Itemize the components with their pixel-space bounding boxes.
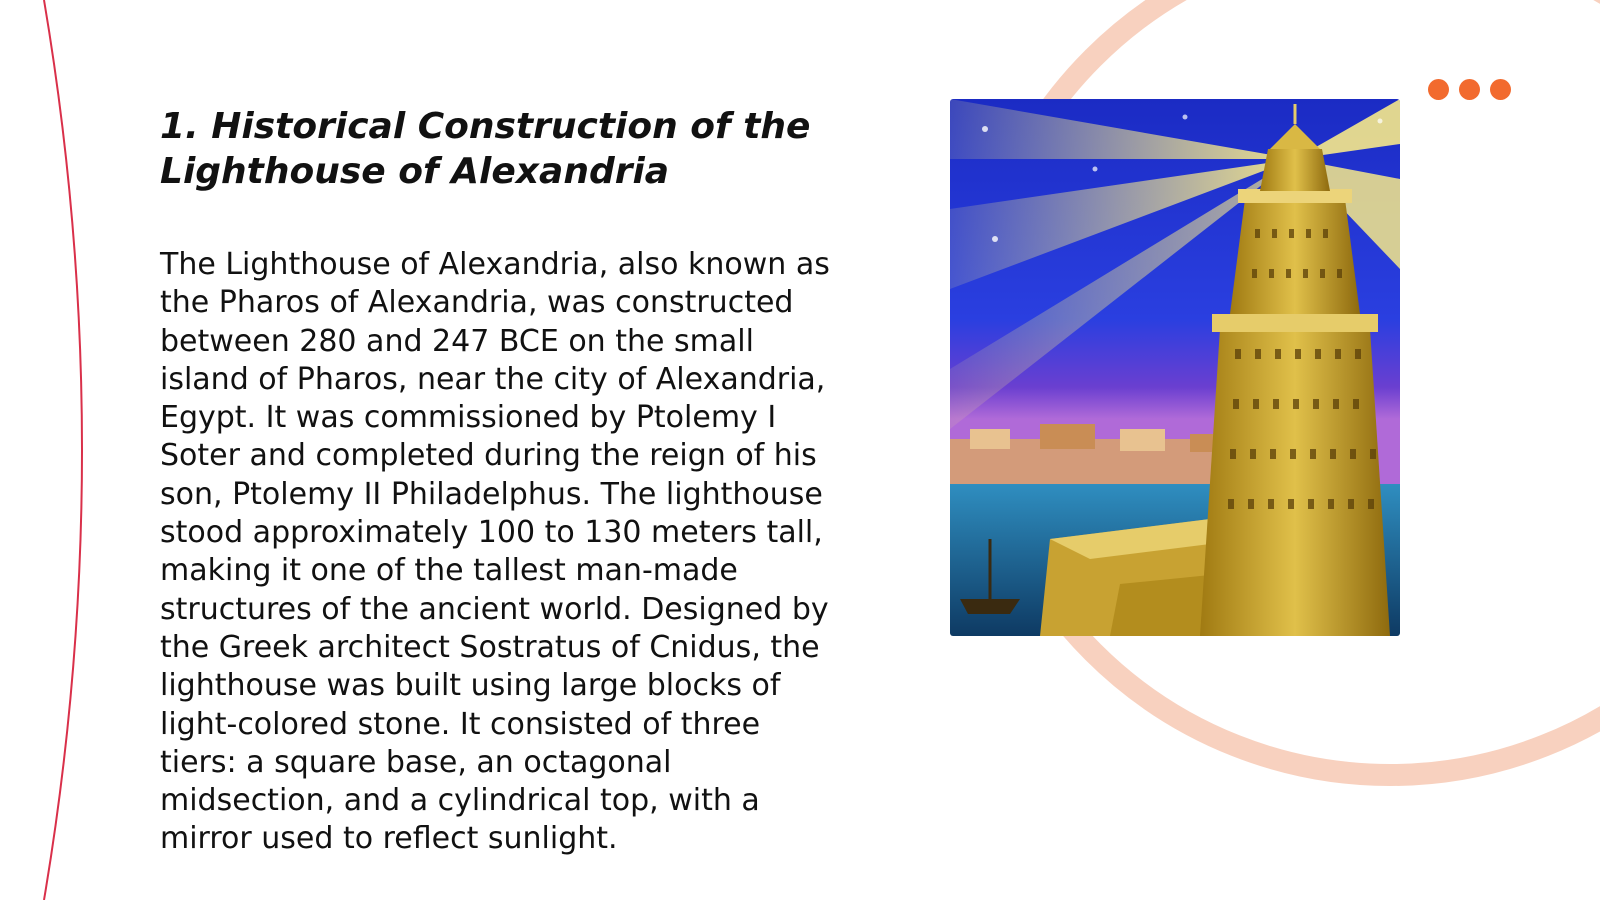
menu-dots	[1428, 79, 1511, 100]
lighthouse-top-tier	[1260, 149, 1330, 191]
body-paragraph	[160, 246, 840, 859]
body-line: stood approximately 100 to 130 meters tall,	[160, 515, 823, 551]
lighthouse-lower-tier	[1200, 329, 1390, 636]
lighthouse-illustration	[950, 99, 1400, 636]
body-line: light-colored stone. It consisted of three	[160, 706, 761, 742]
body-line: Egypt. It was commissioned by Ptolemy I	[160, 400, 777, 436]
body-line: The Lighthouse of Alexandria, also known as	[160, 247, 830, 282]
body-line: lighthouse was built using large blocks of	[160, 668, 781, 704]
body-line: the Pharos of Alexandria, was constructed	[160, 285, 794, 321]
slide-title	[160, 104, 860, 194]
star-icon	[1378, 119, 1383, 124]
body-line: island of Pharos, near the city of Alexandria,	[160, 361, 826, 397]
title-line: 1. Historical Construction of the	[160, 106, 811, 147]
dot-icon	[1428, 79, 1449, 100]
star-icon	[1093, 167, 1098, 172]
body-line: son, Ptolemy II Philadelphus. The lighthouse	[160, 476, 823, 512]
body-line: Soter and completed during the reign of his	[160, 438, 817, 474]
body-line: structures of the ancient world. Designed by	[160, 591, 829, 627]
body-line: making it one of the tallest man-made	[160, 553, 738, 589]
left-red-curve	[44, 0, 82, 900]
title-line: Lighthouse of Alexandria	[160, 151, 670, 192]
body-line: between 280 and 247 BCE on the small	[160, 323, 754, 359]
body-line: tiers: a square base, an octagonal	[160, 744, 672, 780]
body-line: mirror used to reflect sunlight.	[160, 821, 618, 857]
boat	[960, 599, 1020, 614]
body-line: midsection, and a cylindrical top, with a	[160, 783, 760, 819]
dot-icon	[1459, 79, 1480, 100]
star-icon	[992, 236, 998, 242]
dot-icon	[1490, 79, 1511, 100]
lighthouse-image	[950, 99, 1400, 636]
star-icon	[1183, 115, 1188, 120]
body-line: the Greek architect Sostratus of Cnidus, the	[160, 629, 820, 665]
lighthouse-middle-tier	[1230, 199, 1360, 314]
star-icon	[982, 126, 988, 132]
